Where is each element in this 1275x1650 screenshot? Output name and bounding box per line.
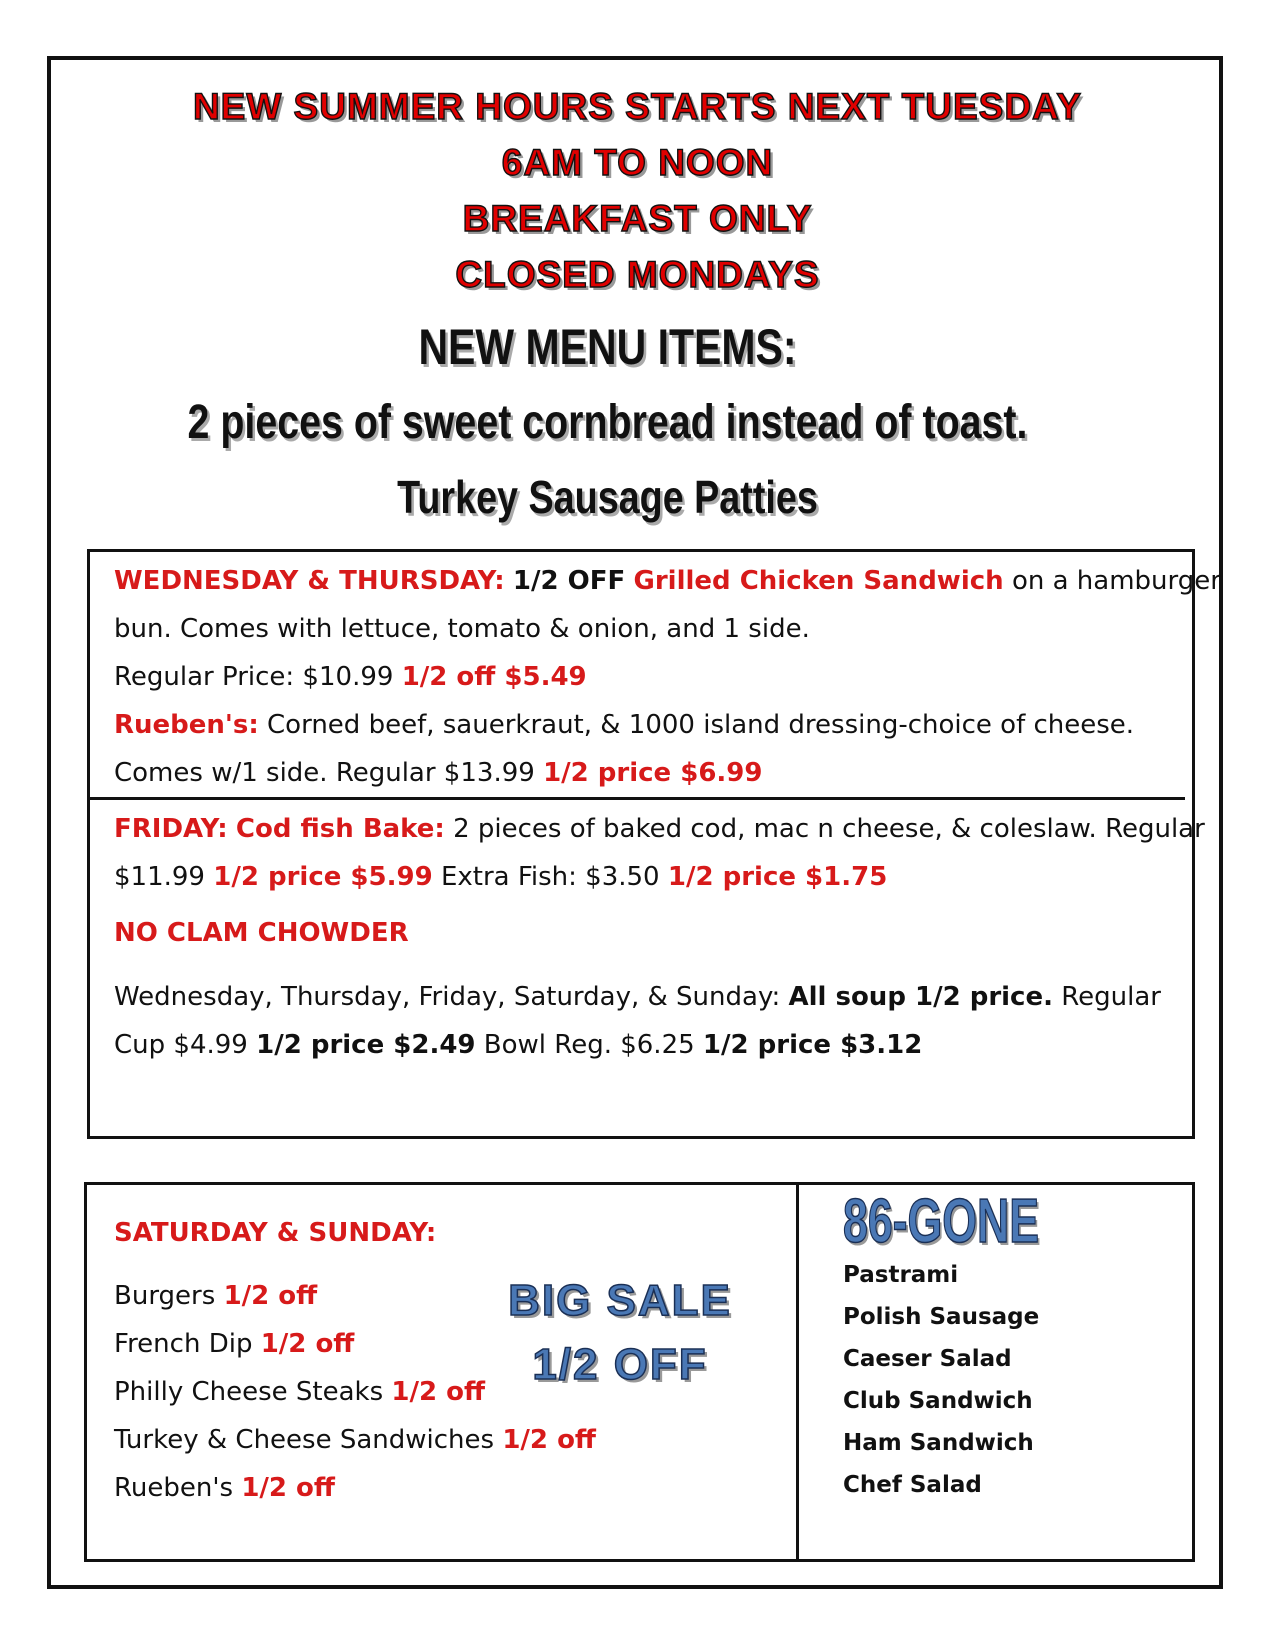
soup-days: Wednesday, Thursday, Friday, Saturday, & Sunday:: [114, 982, 781, 1012]
wed-thu-line1: [114, 557, 1221, 605]
friday-line2: [114, 853, 1205, 901]
soup-line2: [114, 1021, 1161, 1069]
item-name: Burgers: [114, 1281, 216, 1311]
weekend-item: [114, 1464, 596, 1512]
bowl-price: Bowl Reg. $6.25: [483, 1030, 695, 1060]
item-name: French Dip: [114, 1329, 253, 1359]
breakfast-only-line: BREAKFAST ONLY: [462, 198, 813, 239]
new-item-cornbread: 2 pieces of sweet cornbread instead of toast.: [187, 396, 1028, 449]
rueben-sale: 1/2 price $6.99: [543, 758, 763, 788]
friday-sale: 1/2 price $5.99: [213, 862, 433, 892]
friday-desc: 2 pieces of baked cod, mac n cheese, & coleslaw. Regular: [453, 814, 1205, 844]
big-sale-text: BIG SALE: [508, 1276, 732, 1325]
gone-item: Pastrami: [843, 1262, 959, 1288]
friday-item: Cod fish Bake:: [235, 814, 445, 844]
wed-thu-label: WEDNESDAY & THURSDAY:: [114, 566, 505, 596]
summer-hours-heading: NEW SUMMER HOURS STARTS NEXT TUESDAY: [192, 86, 1083, 127]
wed-thu-desc2: bun. Comes with lettuce, tomato & onion, and 1 side.: [114, 614, 810, 644]
friday-price: $11.99: [114, 862, 205, 892]
new-menu-title: NEW MENU ITEMS:: [418, 319, 797, 375]
item-deal: 1/2 off: [502, 1425, 596, 1455]
item-name: Philly Cheese Steaks: [114, 1377, 384, 1407]
cup-sale: 1/2 price $2.49: [256, 1030, 476, 1060]
hours-line: 6AM TO NOON: [501, 142, 774, 183]
weekend-divider: [796, 1182, 799, 1562]
wed-thu-deal: 1/2 OFF: [512, 566, 626, 596]
weekend-label: SATURDAY & SUNDAY:: [114, 1218, 437, 1248]
weekend-item: [114, 1416, 596, 1464]
friday-extra: Extra Fish: $3.50: [440, 862, 660, 892]
wed-thu-special: [114, 557, 1221, 797]
soup-special: [114, 973, 1161, 1069]
no-clam-chowder: NO CLAM CHOWDER: [114, 918, 409, 948]
gone-item: Caeser Salad: [843, 1346, 1012, 1372]
specials-divider: [87, 797, 1185, 800]
half-off-text: 1/2 OFF: [532, 1340, 708, 1389]
rueben-line: [114, 701, 1221, 749]
soup-deal: All soup 1/2 price.: [788, 982, 1053, 1012]
friday-line1: [114, 805, 1205, 853]
new-item-turkey-sausage: Turkey Sausage Patties: [397, 471, 818, 523]
closed-mondays-line: CLOSED MONDAYS: [455, 254, 820, 295]
gone-item: Chef Salad: [843, 1472, 982, 1498]
gone-item: Polish Sausage: [843, 1304, 1040, 1330]
cup-price: Cup $4.99: [114, 1030, 248, 1060]
friday-extra-sale: 1/2 price $1.75: [667, 862, 888, 892]
rueben-desc: Corned beef, sauerkraut, & 1000 island dressing-choice of cheese.: [267, 710, 1135, 740]
friday-label: FRIDAY:: [114, 814, 228, 844]
wed-thu-item: Grilled Chicken Sandwich: [633, 566, 1004, 596]
item-deal: 1/2 off: [391, 1377, 486, 1407]
gone-item: Club Sandwich: [843, 1388, 1033, 1414]
wed-thu-sale: 1/2 off $5.49: [401, 662, 587, 692]
item-name: Turkey & Cheese Sandwiches: [114, 1425, 495, 1455]
wed-thu-price-line: [114, 653, 1221, 701]
rueben-label: Rueben's:: [114, 710, 259, 740]
bowl-sale: 1/2 price $3.12: [702, 1030, 923, 1060]
wed-thu-price: Regular Price: $10.99: [114, 662, 394, 692]
item-name: Rueben's: [114, 1473, 234, 1503]
rueben-price: Comes w/1 side. Regular $13.99: [114, 758, 535, 788]
soup-regular: Regular: [1061, 982, 1161, 1012]
item-deal: 1/2 off: [260, 1329, 355, 1359]
gone-item: Ham Sandwich: [843, 1430, 1034, 1456]
wed-thu-desc1: on a hamburger: [1011, 566, 1221, 596]
item-deal: 1/2 off: [241, 1473, 335, 1503]
rueben-price-line: [114, 749, 1221, 797]
item-deal: 1/2 off: [223, 1281, 318, 1311]
soup-line1: [114, 973, 1161, 1021]
gone-list: [843, 1254, 1039, 1506]
gone-title: 86-GONE: [843, 1187, 1039, 1256]
friday-special: [114, 805, 1205, 901]
